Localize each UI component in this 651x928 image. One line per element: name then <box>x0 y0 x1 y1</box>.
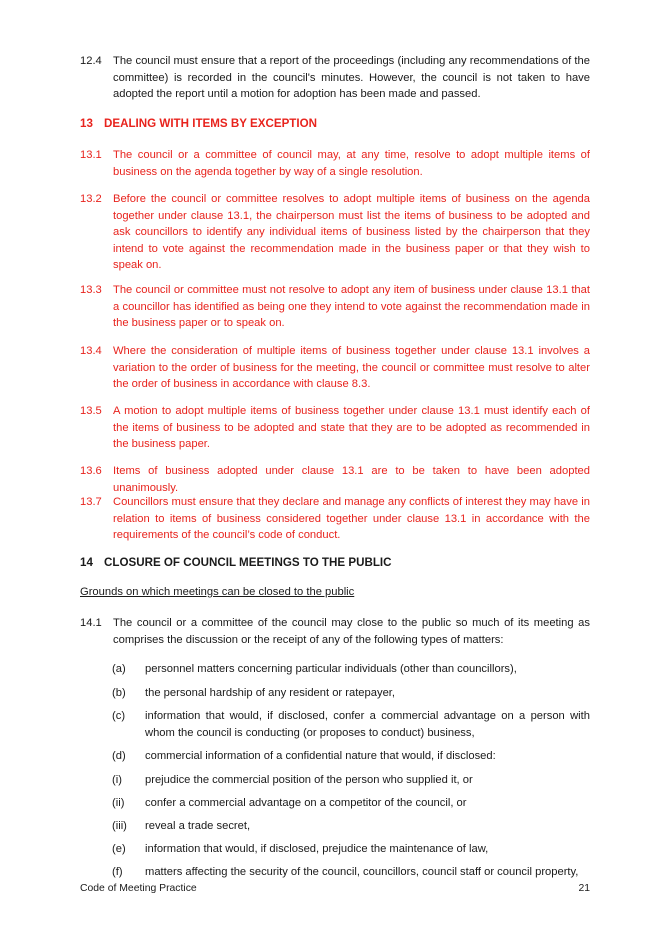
clause-number: 13.3 <box>80 284 102 296</box>
footer-page-number: 21 <box>578 883 590 894</box>
section-title: CLOSURE OF COUNCIL MEETINGS TO THE PUBLIC <box>104 556 392 569</box>
subheading-grounds: Grounds on which meetings can be closed to the public <box>80 586 355 598</box>
item-label: (e) <box>112 843 126 855</box>
clause-13-5 <box>80 403 590 453</box>
list-item <box>112 772 590 789</box>
clause-number: 14.1 <box>80 617 102 629</box>
list-item <box>112 818 590 835</box>
clause-text: The council must ensure that a report of the proceedings (including any recommendations of the committee) is recorded in the council's minutes. However, the council is not taken to have adopted the report until a motion for adoption has been made and passed. <box>113 55 590 100</box>
list-item <box>112 748 590 765</box>
clause-number: 13.7 <box>80 496 102 508</box>
item-text: personnel matters concerning particular individuals (other than councillors), <box>145 663 517 675</box>
item-text: the personal hardship of any resident or ratepayer, <box>145 687 396 699</box>
list-item <box>112 841 590 858</box>
clause-13-2 <box>80 191 590 274</box>
section-number: 13 <box>80 117 93 130</box>
list-item <box>112 795 590 812</box>
clause-13-1 <box>80 147 590 180</box>
item-label: (b) <box>112 687 126 699</box>
item-text: matters affecting the security of the council, councillors, council staff or council property, <box>145 866 579 878</box>
clause-text: Where the consideration of multiple items of business together under clause 13.1 involves a variation to the order of business for the meeting, the council or committee must resolve to alter the order of business in accordance with clause 8.3. <box>113 345 590 390</box>
section-title: DEALING WITH ITEMS BY EXCEPTION <box>104 117 317 130</box>
clause-13-7 <box>80 494 590 544</box>
clause-text: Councillors must ensure that they declare and manage any conflicts of interest they may have in relation to items of business considered together under clause 13.1 in accordance with the requirements of the council’s code of conduct. <box>113 496 590 541</box>
clause-text: The council or committee must not resolve to adopt any item of business under clause 13.1 that a councillor has identified as being one they intend to vote against the recommendation made in the business paper or to speak on. <box>113 284 590 329</box>
item-label: (i) <box>112 774 122 786</box>
section-14-heading <box>80 556 392 569</box>
item-text: information that would, if disclosed, prejudice the maintenance of law, <box>145 843 489 855</box>
item-text: reveal a trade secret, <box>145 820 251 832</box>
clause-number: 13.1 <box>80 149 102 161</box>
section-number: 14 <box>80 556 93 569</box>
clause-text: Before the council or committee resolves to adopt multiple items of business on the agenda together under clause 13.1, the chairperson must list the items of business to be adopted and ask councillors to identify any individual items of business listed by the chairperson that they intend to vote against the recommendation made in the business paper or that they wish to speak on. <box>113 193 590 271</box>
list-item <box>112 685 590 702</box>
list-item <box>112 661 590 678</box>
clause-number: 13.6 <box>80 465 102 477</box>
item-label: (c) <box>112 710 126 722</box>
clause-number: 13.4 <box>80 345 102 357</box>
item-text: prejudice the commercial position of the person who supplied it, or <box>145 774 473 786</box>
item-text: information that would, if disclosed, confer a commercial advantage on a person with whom the council is conducting (or proposes to conduct) business, <box>145 710 590 739</box>
clause-13-4 <box>80 343 590 393</box>
clause-number: 12.4 <box>80 55 102 67</box>
clause-text: A motion to adopt multiple items of business together under clause 13.1 must identify each of the items of business to be adopted and state that they are to be adopted as recommended in the business paper. <box>113 405 590 450</box>
item-text: commercial information of a confidential nature that would, if disclosed: <box>145 750 496 762</box>
item-text: confer a commercial advantage on a competitor of the council, or <box>145 797 467 809</box>
clause-14-1 <box>80 615 590 648</box>
clause-12-4 <box>80 53 590 103</box>
clause-text: The council or a committee of the council may close to the public so much of its meeting as comprises the discussion or the receipt of any of the following types of matters: <box>113 617 590 646</box>
item-label: (a) <box>112 663 126 675</box>
item-label: (iii) <box>112 820 127 832</box>
item-label: (d) <box>112 750 126 762</box>
clause-number: 13.5 <box>80 405 102 417</box>
clause-13-3 <box>80 282 590 332</box>
clause-text: The council or a committee of council may, at any time, resolve to adopt multiple items of business on the agenda together by way of a single resolution. <box>113 149 590 178</box>
clause-13-6 <box>80 463 590 496</box>
list-item <box>112 708 590 741</box>
clause-number: 13.2 <box>80 193 102 205</box>
item-label: (f) <box>112 866 123 878</box>
section-13-heading <box>80 117 317 130</box>
list-item <box>112 864 590 881</box>
clause-text: Items of business adopted under clause 13.1 are to be taken to have been adopted unanimously. <box>113 465 590 494</box>
item-label: (ii) <box>112 797 125 809</box>
footer-title: Code of Meeting Practice <box>80 883 197 894</box>
